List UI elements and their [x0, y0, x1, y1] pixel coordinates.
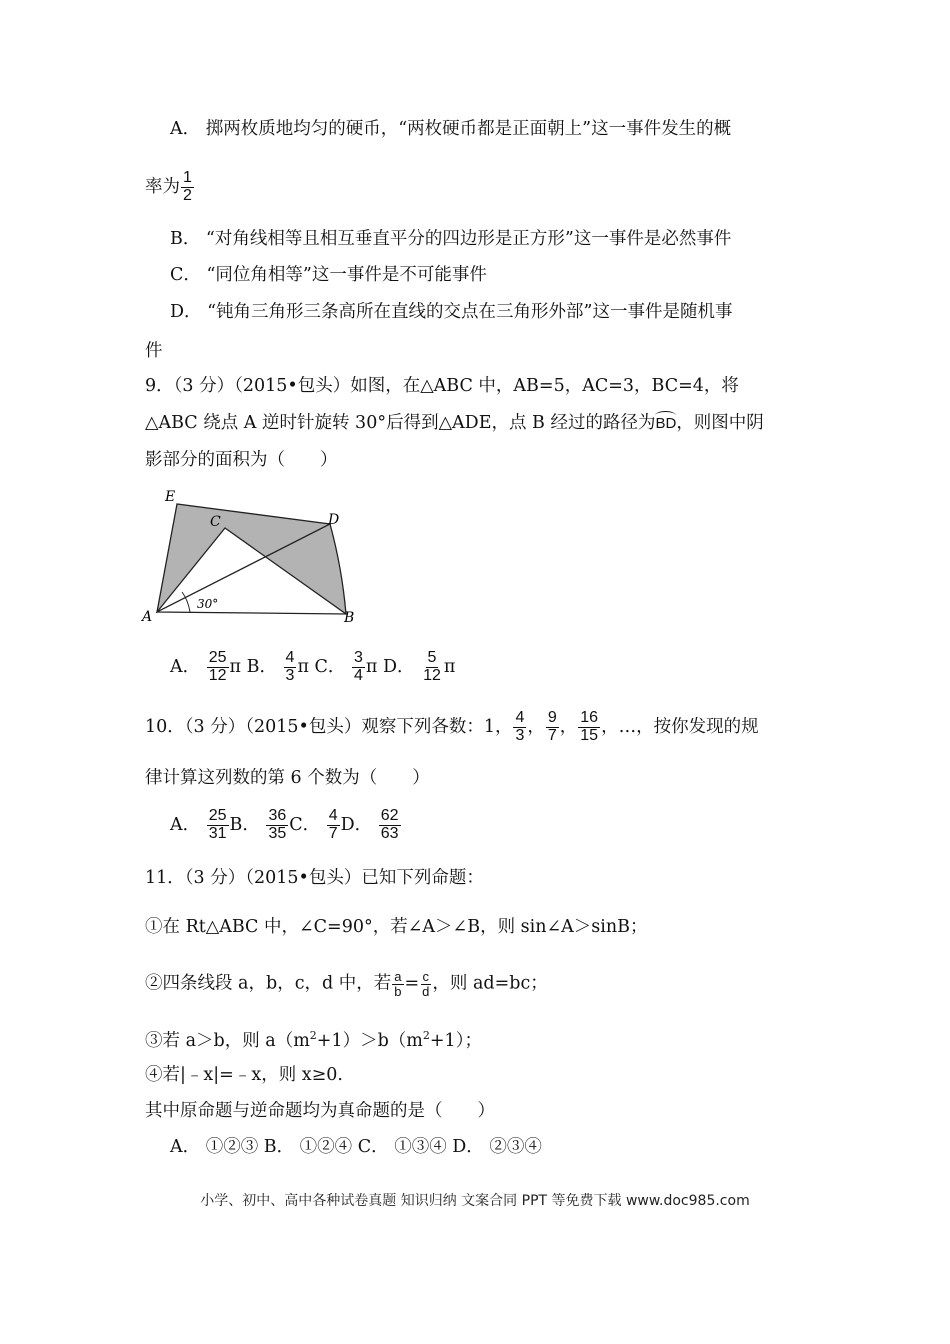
separator: ，: [559, 716, 578, 737]
label-angle: 30°: [197, 597, 219, 611]
option-text: C．: [289, 814, 321, 835]
fraction-denominator: 12: [423, 666, 441, 684]
q8-option-d-line2: 件: [145, 341, 163, 361]
fraction-denominator: d: [422, 983, 430, 999]
proposition-text-end: ，则 ad=bc；: [432, 973, 548, 994]
proposition-text: ②四条线段 a，b，c，d 中，若: [145, 973, 392, 994]
label-c: C: [210, 514, 221, 530]
q11-fraction-a-b: [392, 970, 403, 998]
equals-sign: =: [404, 973, 420, 994]
q11-options: A． ①②③ B． ①②④ C． ①③④ D． ②③④: [170, 1137, 542, 1157]
label-b: B: [344, 610, 355, 626]
q9-options: [170, 650, 455, 685]
fraction-numerator: 9: [547, 709, 557, 726]
superscript: 2: [422, 1029, 430, 1042]
q8-option-a-fraction: [181, 170, 194, 205]
option-label: A．: [170, 656, 201, 677]
fraction-denominator: 2: [183, 186, 192, 204]
fraction-numerator: 4: [285, 649, 295, 666]
fraction-numerator: 25: [208, 649, 227, 666]
q11-proposition-2: [145, 970, 548, 998]
q10-stem-text-end: ，…，按你发现的规: [601, 716, 759, 737]
q9-stem-line2: [145, 411, 764, 434]
label-a: A: [142, 609, 153, 625]
fraction-numerator: 4: [328, 807, 338, 824]
fraction-denominator: 3: [285, 666, 295, 684]
separator: ，: [527, 716, 545, 737]
q10-option-c-fraction: [327, 808, 340, 843]
option-text: D．: [340, 814, 373, 835]
fraction-numerator: 25: [208, 807, 227, 824]
q9-option-d-fraction: [421, 650, 443, 685]
proposition-text: +1）＞b（m: [316, 1030, 423, 1051]
q9-figure: [140, 488, 370, 628]
fraction-denominator: 35: [268, 824, 287, 842]
fraction-denominator: 3: [515, 726, 525, 744]
option-label: A．: [170, 814, 201, 835]
label-e: E: [165, 489, 176, 505]
q10-options: [170, 808, 402, 843]
page-footer: 小学、初中、高中各种试卷真题 知识归纳 文案合同 PPT 等免费下载 www.doc985.com: [200, 1193, 750, 1209]
q11-proposition-1: ①在 Rt△ABC 中，∠C=90°，若∠A＞∠B，则 sin∠A＞sinB；: [145, 917, 648, 937]
q8-option-d-line1: D． “钝角三角形三条高所在直线的交点在三角形外部”这一事件是随机事: [170, 302, 733, 322]
fraction-denominator: b: [394, 983, 402, 999]
superscript: 2: [309, 1029, 317, 1042]
q11-proposition-4: ④若|﹣x|=﹣x，则 x≥0.: [145, 1065, 343, 1085]
q8-option-c: C． “同位角相等”这一事件是不可能事件: [170, 265, 487, 285]
fraction-numerator: 36: [268, 807, 287, 824]
option-text: π D．: [365, 656, 415, 677]
q9-option-b-fraction: [284, 650, 297, 685]
fraction-numerator: 1: [183, 169, 192, 186]
arc-bd-label: BD: [655, 411, 676, 433]
q10-option-d-fraction: [379, 808, 401, 843]
q10-stem-text: 10．（3 分）（2015•包头）观察下列各数：1，: [145, 716, 513, 737]
fraction-numerator: c: [422, 969, 430, 984]
q9-option-c-fraction: [352, 650, 365, 685]
q10-fraction-1: [513, 710, 526, 745]
q9-stem-line3: 影部分的面积为（ ）: [145, 450, 338, 470]
fraction-numerator: 16: [580, 709, 599, 726]
q11-proposition-3: [145, 1029, 482, 1052]
fraction-numerator: 62: [380, 807, 399, 824]
q11-question: 其中原命题与逆命题均为真命题的是（ ）: [145, 1101, 495, 1121]
fraction-denominator: 15: [580, 726, 599, 744]
fraction-denominator: 63: [380, 824, 399, 842]
fraction-denominator: 7: [547, 726, 557, 744]
q10-stem-line2: 律计算这列数的第 6 个数为（ ）: [145, 768, 430, 788]
q11-stem: 11．（3 分）（2015•包头）已知下列命题：: [145, 868, 484, 888]
q11-fraction-c-d: [420, 970, 431, 998]
proposition-text-end: +1）；: [429, 1030, 482, 1051]
proposition-text: ③若 a＞b，则 a（m: [145, 1030, 310, 1051]
q10-option-b-fraction: [266, 808, 288, 843]
q10-option-a-fraction: [207, 808, 229, 843]
option-text: π B．: [229, 656, 277, 677]
fraction-numerator: 4: [515, 709, 525, 726]
fraction-numerator: 3: [353, 649, 363, 666]
q8-option-a-prefix: 率为: [145, 176, 180, 197]
fraction-denominator: 7: [328, 824, 338, 842]
q8-option-b: B． “对角线相等且相互垂直平分的四边形是正方形”这一事件是必然事件: [170, 229, 732, 249]
q10-fraction-2: [546, 710, 559, 745]
q9-option-a-fraction: [207, 650, 229, 685]
q10-fraction-3: [578, 710, 600, 745]
fraction-denominator: 12: [208, 666, 227, 684]
q9-stem-text-end: ，则图中阴: [676, 413, 764, 433]
q9-stem-line1: 9．（3 分）（2015•包头）如图，在△ABC 中，AB=5，AC=3，BC=4，将: [145, 376, 739, 396]
fraction-numerator: a: [394, 969, 402, 984]
option-text: π C．: [297, 656, 346, 677]
q8-option-a-line1: A． 掷两枚质地均匀的硬币，“两枚硬币都是正面朝上”这一事件发生的概: [170, 119, 732, 139]
q8-option-a-line2: [145, 170, 195, 205]
fraction-denominator: 31: [208, 824, 227, 842]
fraction-numerator: 5: [427, 649, 437, 666]
q9-stem-text: △ABC 绕点 A 逆时针旋转 30°后得到△ADE，点 B 经过的路径为: [145, 413, 656, 433]
fraction-denominator: 4: [353, 666, 363, 684]
option-text: π: [443, 656, 456, 677]
option-text: B．: [229, 814, 260, 835]
label-d: D: [328, 512, 340, 528]
q10-stem-line1: [145, 710, 759, 745]
